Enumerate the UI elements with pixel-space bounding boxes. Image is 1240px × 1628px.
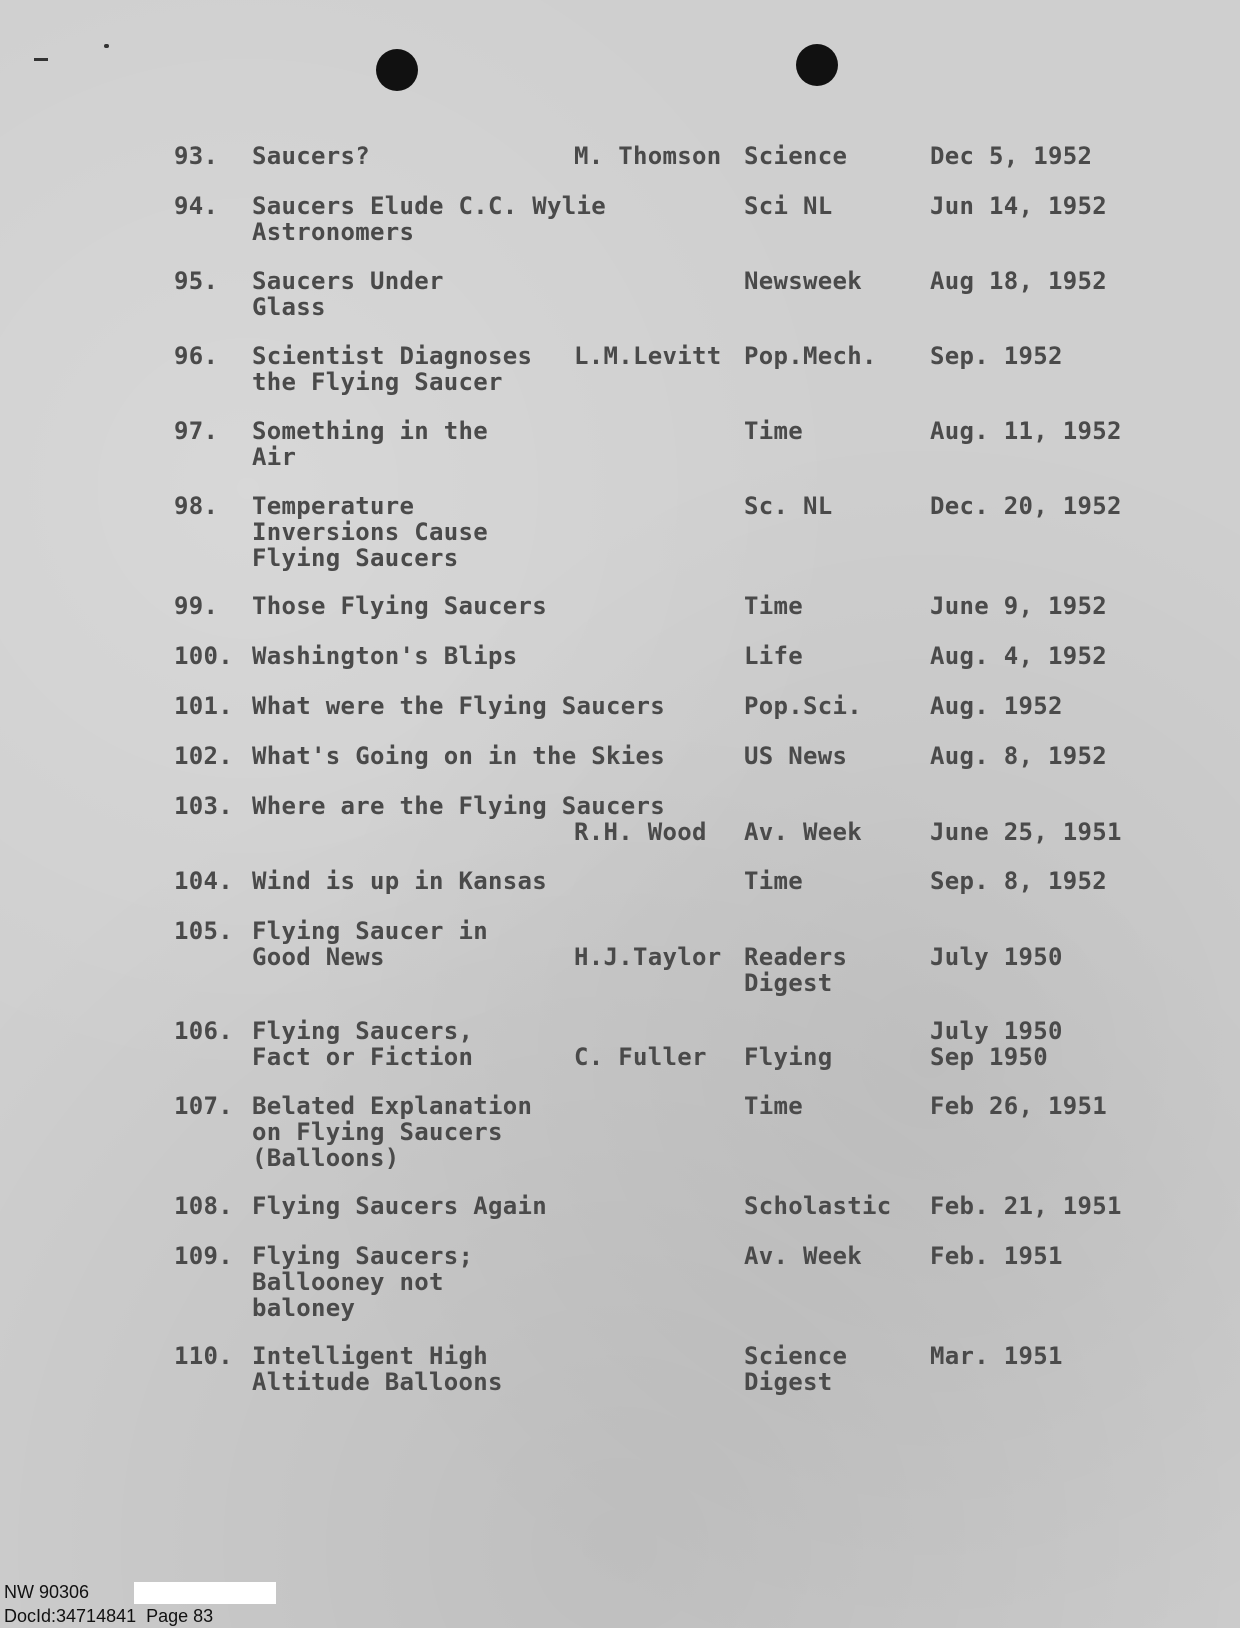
entry-author: C. Fuller bbox=[574, 1043, 707, 1071]
entry-title: Those Flying Saucers bbox=[252, 592, 547, 620]
entry-date: July 1950 Sep 1950 bbox=[930, 1017, 1063, 1071]
entry-number: 95. bbox=[174, 267, 219, 295]
entry-number: 93. bbox=[174, 142, 219, 170]
entry-date: Feb 26, 1951 bbox=[930, 1092, 1107, 1120]
entry-title: Wind is up in Kansas bbox=[252, 867, 547, 895]
entry-number: 99. bbox=[174, 592, 219, 620]
entry-date: Feb. 1951 bbox=[930, 1242, 1063, 1270]
entry-number: 104. bbox=[174, 867, 233, 895]
entry-title: Flying Saucers Again bbox=[252, 1192, 547, 1220]
entry-author: H.J.Taylor bbox=[574, 943, 722, 971]
entry-publication: Time bbox=[744, 867, 803, 895]
entry-date: Dec. 20, 1952 bbox=[930, 492, 1122, 520]
punch-hole-right bbox=[796, 44, 838, 86]
entry-number: 105. bbox=[174, 917, 233, 945]
entry-title: Flying Saucers, Fact or Fiction bbox=[252, 1017, 474, 1071]
entry-title: What's Going on in the Skies bbox=[252, 742, 665, 770]
entry-date: Aug. 11, 1952 bbox=[930, 417, 1122, 445]
entry-number: 102. bbox=[174, 742, 233, 770]
entry-publication: US News bbox=[744, 742, 848, 770]
entry-publication: Av. Week bbox=[744, 1242, 862, 1270]
entry-date: Mar. 1951 bbox=[930, 1342, 1063, 1370]
entry-number: 107. bbox=[174, 1092, 233, 1120]
entry-publication: Av. Week bbox=[744, 818, 862, 846]
entry-title: Something in the Air bbox=[252, 417, 488, 471]
entry-publication: Flying bbox=[744, 1043, 833, 1071]
entry-publication: Life bbox=[744, 642, 803, 670]
entry-title: Belated Explanation on Flying Saucers (Balloons) bbox=[252, 1092, 533, 1172]
scan-mark bbox=[34, 58, 48, 61]
entry-publication: Sc. NL bbox=[744, 492, 833, 520]
entry-title: Flying Saucer in Good News bbox=[252, 917, 488, 971]
entry-publication: Sci NL bbox=[744, 192, 833, 220]
entry-date: Aug. 4, 1952 bbox=[930, 642, 1107, 670]
entry-date: Dec 5, 1952 bbox=[930, 142, 1093, 170]
entry-title: Saucers Under Glass bbox=[252, 267, 444, 321]
entry-publication: Pop.Mech. bbox=[744, 342, 877, 370]
entry-title: Saucers? bbox=[252, 142, 370, 170]
entry-publication: Pop.Sci. bbox=[744, 692, 862, 720]
entry-date: June 25, 1951 bbox=[930, 818, 1122, 846]
entry-publication: Scholastic bbox=[744, 1192, 892, 1220]
entry-date: Sep. 1952 bbox=[930, 342, 1063, 370]
entry-title: Scientist Diagnoses the Flying Saucer bbox=[252, 342, 533, 396]
entry-number: 100. bbox=[174, 642, 233, 670]
entry-title: Flying Saucers; Ballooney not baloney bbox=[252, 1242, 474, 1322]
entry-publication: Time bbox=[744, 417, 803, 445]
entry-number: 96. bbox=[174, 342, 219, 370]
entry-publication: Science bbox=[744, 142, 848, 170]
entry-date: Aug. 1952 bbox=[930, 692, 1063, 720]
entry-number: 101. bbox=[174, 692, 233, 720]
footer bbox=[4, 1580, 213, 1628]
entry-publication: Newsweek bbox=[744, 267, 862, 295]
entry-number: 108. bbox=[174, 1192, 233, 1220]
entry-author: M. Thomson bbox=[574, 142, 722, 170]
entry-number: 110. bbox=[174, 1342, 233, 1370]
entry-title: Where are the Flying Saucers bbox=[252, 792, 665, 820]
entry-title: Washington's Blips bbox=[252, 642, 518, 670]
entry-title: Saucers Elude C.C. Wylie Astronomers bbox=[252, 192, 606, 246]
entry-number: 103. bbox=[174, 792, 233, 820]
entry-date: Jun 14, 1952 bbox=[930, 192, 1107, 220]
entry-date: June 9, 1952 bbox=[930, 592, 1107, 620]
entry-date: Aug. 8, 1952 bbox=[930, 742, 1107, 770]
entry-title: Intelligent High Altitude Balloons bbox=[252, 1342, 503, 1396]
entry-author: R.H. Wood bbox=[574, 818, 707, 846]
entry-number: 98. bbox=[174, 492, 219, 520]
entry-number: 106. bbox=[174, 1017, 233, 1045]
record-number: NW 90306 bbox=[4, 1582, 90, 1602]
entry-publication: Readers Digest bbox=[744, 943, 848, 997]
entry-date: Feb. 21, 1951 bbox=[930, 1192, 1122, 1220]
entry-date: Aug 18, 1952 bbox=[930, 267, 1107, 295]
entry-date: July 1950 bbox=[930, 943, 1063, 971]
entry-publication: Science Digest bbox=[744, 1342, 848, 1396]
punch-hole-left bbox=[376, 49, 418, 91]
entry-author: L.M.Levitt bbox=[574, 342, 722, 370]
entry-date: Sep. 8, 1952 bbox=[930, 867, 1107, 895]
entry-title: Temperature Inversions Cause Flying Saucers bbox=[252, 492, 488, 572]
entry-publication: Time bbox=[744, 592, 803, 620]
entry-number: 94. bbox=[174, 192, 219, 220]
entry-publication: Time bbox=[744, 1092, 803, 1120]
entry-number: 109. bbox=[174, 1242, 233, 1270]
entry-number: 97. bbox=[174, 417, 219, 445]
scan-mark bbox=[104, 44, 109, 48]
entry-title: What were the Flying Saucers bbox=[252, 692, 665, 720]
doc-id-page: DocId:34714841 Page 83 bbox=[4, 1606, 214, 1626]
